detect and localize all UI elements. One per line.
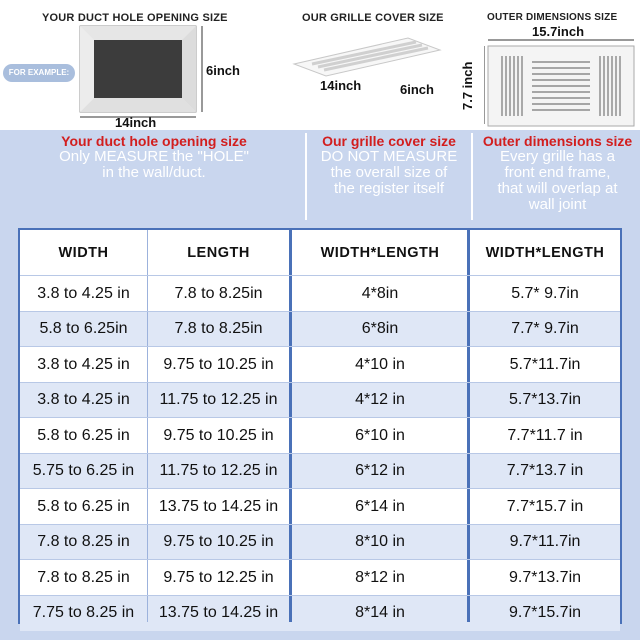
grille-height-label: 6inch bbox=[400, 82, 434, 97]
row-divider bbox=[20, 417, 620, 418]
row-divider bbox=[20, 524, 620, 525]
caption-grille-size: OUR GRILLE COVER SIZE bbox=[302, 12, 444, 24]
cell-grille-size: 6*14 in bbox=[355, 497, 405, 515]
grille-cover-drawing bbox=[290, 34, 450, 84]
cell-length-range: 7.8 to 8.25in bbox=[174, 284, 263, 302]
cell-outer-size: 9.7*13.7in bbox=[508, 568, 582, 586]
cell-width-range: 5.8 to 6.25in bbox=[39, 320, 128, 338]
row-divider bbox=[20, 595, 620, 596]
table-row bbox=[20, 560, 620, 596]
cell-width-range: 7.8 to 8.25 in bbox=[37, 533, 130, 551]
outer-width-label: 15.7inch bbox=[532, 24, 585, 39]
caption-hole-size: YOUR DUCT HOLE OPENING SIZE bbox=[42, 12, 228, 24]
cell-outer-size: 5.7*11.7in bbox=[509, 355, 581, 373]
section-divider bbox=[305, 133, 307, 220]
section-line: that will overlap at bbox=[497, 180, 618, 197]
header-width: WIDTH bbox=[58, 244, 109, 261]
cell-width-range: 5.75 to 6.25 in bbox=[32, 462, 135, 480]
cell-outer-size: 7.7*13.7 in bbox=[506, 462, 584, 480]
row-divider bbox=[20, 311, 620, 312]
table-header-row bbox=[20, 230, 620, 275]
header-outer-size: WIDTH*LENGTH bbox=[485, 244, 605, 261]
table-row bbox=[20, 276, 620, 312]
cell-length-range: 13.75 to 14.25 in bbox=[158, 604, 279, 622]
table-row bbox=[20, 312, 620, 348]
cell-outer-size: 9.7*11.7in bbox=[509, 533, 581, 551]
table-row bbox=[20, 454, 620, 490]
outer-height-label: 7.7 inch bbox=[460, 61, 475, 110]
table-row bbox=[20, 347, 620, 383]
section-hole-size bbox=[14, 133, 294, 181]
cell-length-range: 11.75 to 12.25 in bbox=[159, 391, 278, 409]
cell-grille-size: 8*12 in bbox=[355, 568, 405, 586]
cell-width-range: 3.8 to 4.25 in bbox=[37, 355, 130, 373]
cell-grille-size: 6*12 in bbox=[355, 462, 405, 480]
cell-width-range: 7.8 to 8.25 in bbox=[37, 568, 130, 586]
hole-width-label: 14inch bbox=[115, 115, 157, 130]
section-line: Every grille has a bbox=[499, 148, 616, 165]
row-divider bbox=[20, 488, 620, 489]
cell-length-range: 7.8 to 8.25in bbox=[174, 320, 263, 338]
register-drawing bbox=[484, 38, 640, 130]
column-line bbox=[289, 230, 292, 622]
cell-length-range: 9.75 to 10.25 in bbox=[163, 533, 274, 551]
cell-grille-size: 6*10 in bbox=[355, 426, 405, 444]
section-line: DO NOT MEASURE bbox=[320, 148, 458, 165]
cell-width-range: 7.75 to 8.25 in bbox=[32, 604, 135, 622]
cell-length-range: 13.75 to 14.25 in bbox=[158, 497, 279, 515]
section-line: the register itself bbox=[333, 180, 445, 197]
cell-grille-size: 8*10 in bbox=[355, 533, 405, 551]
row-divider bbox=[20, 275, 620, 276]
size-table bbox=[18, 228, 622, 624]
cell-length-range: 9.75 to 10.25 in bbox=[163, 355, 274, 373]
section-divider bbox=[471, 133, 473, 220]
section-line: in the wall/duct. bbox=[102, 164, 206, 181]
hole-height-label: 6inch bbox=[206, 63, 240, 78]
cell-width-range: 5.8 to 6.25 in bbox=[37, 426, 130, 444]
row-divider bbox=[20, 453, 620, 454]
caption-outer-size: OUTER DIMENSIONS SIZE bbox=[487, 12, 618, 23]
section-line: Only MEASURE the "HOLE" bbox=[59, 148, 249, 165]
section-line: the overall size of bbox=[330, 164, 448, 181]
cell-grille-size: 4*12 in bbox=[355, 391, 405, 409]
cell-width-range: 5.8 to 6.25 in bbox=[37, 497, 130, 515]
row-divider bbox=[20, 559, 620, 560]
section-title: Our grille cover size bbox=[322, 133, 456, 149]
section-grille-size bbox=[309, 133, 469, 197]
section-outer-size bbox=[475, 133, 640, 213]
table-row bbox=[20, 596, 620, 632]
grille-width-label: 14inch bbox=[320, 78, 362, 93]
illustration-strip bbox=[0, 0, 640, 130]
section-title: Your duct hole opening size bbox=[61, 133, 247, 149]
example-badge: FOR EXAMPLE: bbox=[3, 64, 75, 82]
table-row bbox=[20, 418, 620, 454]
row-divider bbox=[20, 346, 620, 347]
cell-grille-size: 8*14 in bbox=[355, 604, 405, 622]
cell-length-range: 11.75 to 12.25 in bbox=[159, 462, 278, 480]
table-row bbox=[20, 489, 620, 525]
column-line bbox=[147, 230, 148, 622]
cell-outer-size: 9.7*15.7in bbox=[508, 604, 582, 622]
section-line: wall joint bbox=[528, 196, 587, 213]
section-line: front end frame, bbox=[504, 164, 611, 181]
cell-outer-size: 5.7* 9.7in bbox=[511, 284, 579, 302]
cell-grille-size: 4*10 in bbox=[355, 355, 405, 373]
cell-grille-size: 6*8in bbox=[361, 320, 399, 338]
column-line bbox=[467, 230, 470, 622]
cell-outer-size: 5.7*13.7in bbox=[508, 391, 582, 409]
cell-outer-size: 7.7* 9.7in bbox=[511, 320, 579, 338]
row-divider bbox=[20, 382, 620, 383]
cell-length-range: 9.75 to 12.25 in bbox=[163, 568, 274, 586]
cell-length-range: 9.75 to 10.25 in bbox=[163, 426, 274, 444]
cell-grille-size: 4*8in bbox=[361, 284, 399, 302]
header-grille-size: WIDTH*LENGTH bbox=[320, 244, 440, 261]
cell-outer-size: 7.7*11.7 in bbox=[507, 426, 583, 444]
cell-outer-size: 7.7*15.7 in bbox=[506, 497, 584, 515]
cell-width-range: 3.8 to 4.25 in bbox=[37, 391, 130, 409]
header-length: LENGTH bbox=[187, 244, 250, 261]
section-title: Outer dimensions size bbox=[482, 133, 633, 149]
cell-width-range: 3.8 to 4.25 in bbox=[37, 284, 130, 302]
table-row bbox=[20, 383, 620, 419]
table-row bbox=[20, 525, 620, 561]
